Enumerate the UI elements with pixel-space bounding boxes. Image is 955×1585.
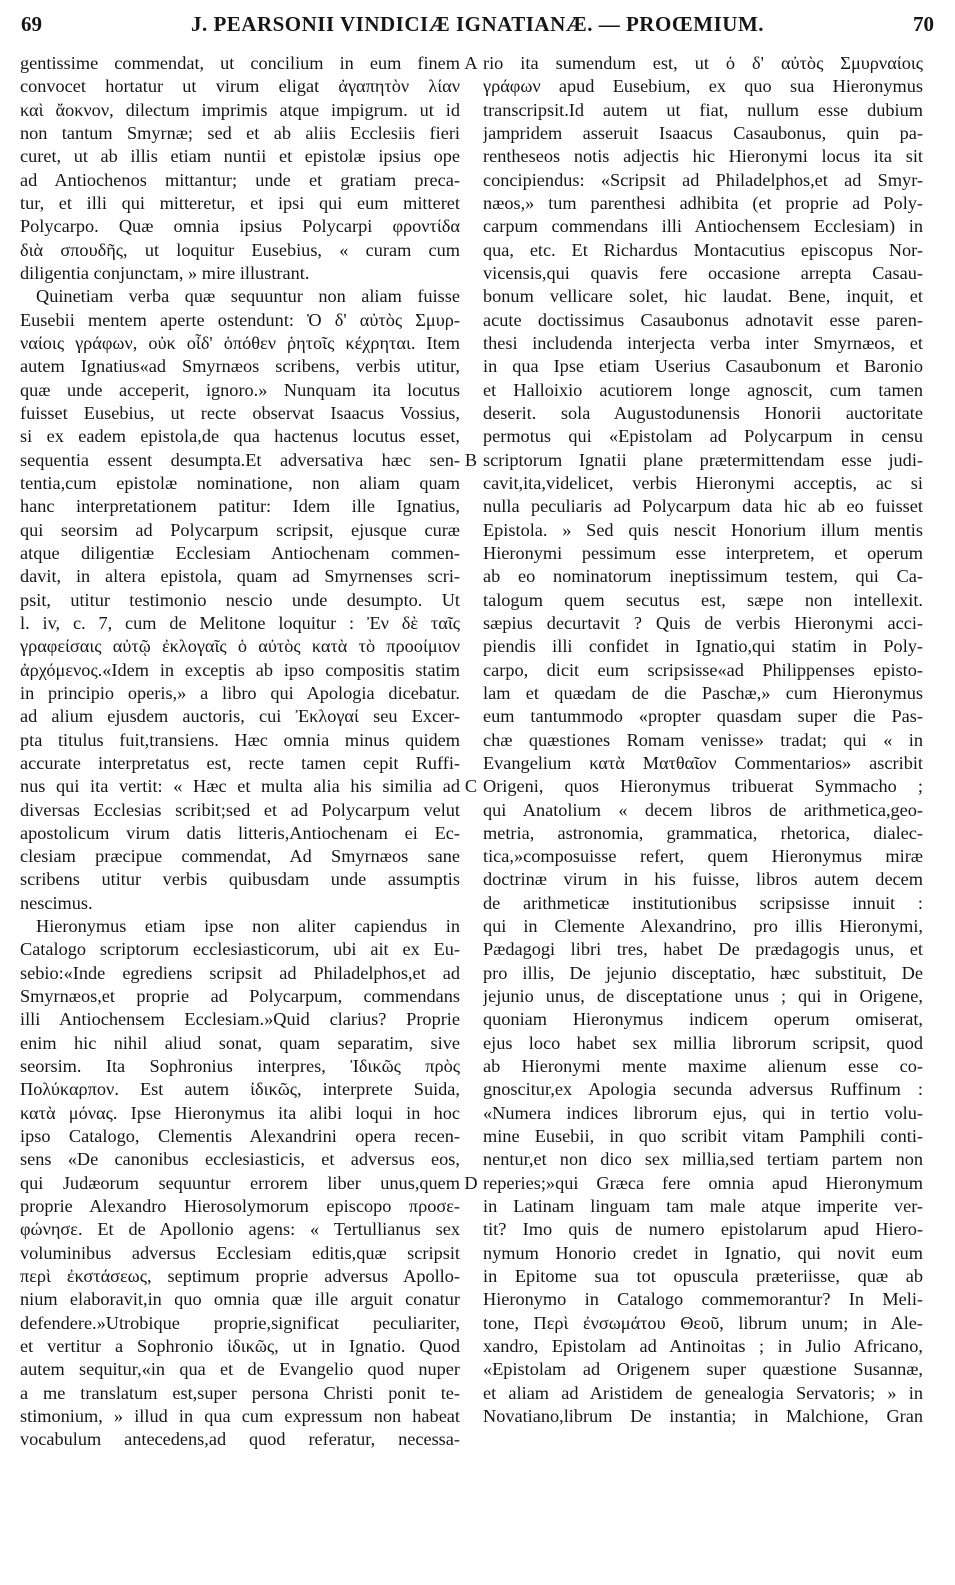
text-line: diversas Ecclesias scribit;sed et ad Polycarpum velut	[20, 799, 460, 820]
text-line: piendis illi confidet in Ignatio,qui statim in Poly-	[483, 636, 923, 657]
text-line: thesi includenda interjecta verba inter Smyrnæos, et	[483, 332, 923, 353]
text-line: nium elaboravit,in quo omnia quæ ille arguit conatur	[20, 1289, 460, 1310]
text-line: et aliam ad Aristidem de genealogia Servatoris; » in	[483, 1382, 923, 1403]
text-line: nus qui ita vertit: « Hæc et multa alia his similia ad	[20, 776, 460, 797]
text-line: Eusebii mentem aperte ostendunt: Ὁ δ' αὐτὸς Σμυρ-	[20, 309, 460, 330]
text-line: carpo, dicit eum scripsisse«ad Philippenses episto-	[483, 659, 923, 680]
text-line: carpum commendans illi Antiochensem Ecclesiam) in	[483, 216, 923, 237]
text-line: pro illis, De jejunio disceptatio, hæc substituit, De	[483, 962, 923, 983]
text-line: talogum quem secutus est, sæpe non intellexit.	[483, 589, 923, 610]
text-line: clesiam præcipue commendat, Ad Smyrnæos sane	[20, 846, 460, 867]
text-line: ἀρχόμενος.«Idem in exceptis ab ipso compositis statim	[20, 659, 460, 680]
section-markers	[462, 52, 480, 1572]
text-line: deserit. sola Augustodunensis Honorii auctoritate	[483, 402, 923, 423]
text-line: quæ unde acceperit, ignoro.» Nunquam ita locutus	[20, 379, 460, 400]
text-line: eum tantummodo «propter quasdam super die Pas-	[483, 706, 923, 727]
text-line: in principio operis,» a libro qui Apologia dicebatur.	[20, 682, 460, 703]
text-line: metria, astronomia, grammatica, rhetorica, dialec-	[483, 822, 923, 843]
text-line: scriptorum Ignatii plane prætermittendam esse judi-	[483, 449, 923, 470]
text-line: illi Antiochensem Ecclesiam.»Quid clarius? Proprie	[20, 1009, 460, 1030]
text-line: et vertitur a Sophronio ἰδικῶς, ut in Ignatio. Quod	[20, 1336, 460, 1357]
text-line: jejunio unus, de disceptatione unus ; qui in Origene,	[483, 986, 923, 1007]
text-line: in Latinam linguam tam male atque imperite ver-	[483, 1196, 923, 1217]
text-line: Hieronymi pessimum esse interpretem, et operum	[483, 542, 923, 563]
text-line: permotus qui «Epistolam ad Polycarpum in censu	[483, 426, 923, 447]
text-line: κατὰ μόνας. Ipse Hieronymus ita alibi loqui in hoc	[20, 1102, 460, 1123]
text-line: enim hic nihil aliud sonat, quam separatim, sive	[20, 1032, 460, 1053]
page-number-left: 69	[21, 12, 42, 36]
text-line: «Numera indices librorum ejus, qui in tertio volu-	[483, 1102, 923, 1123]
text-line: fuisset Eusebius, ut recte observat Isaacus Vossius,	[20, 402, 460, 423]
section-marker-b: B	[464, 449, 478, 470]
text-line: næos,» tum parenthesi adhibita (et proprie ad Poly-	[483, 192, 923, 213]
text-line: rio ita sumendum est, ut ὁ δ' αὐτὸς Σμυρναίοις	[483, 53, 923, 73]
section-marker-d: D	[464, 1172, 478, 1193]
section-marker-c: C	[464, 776, 478, 797]
running-title: J. PEARSONII VINDICIÆ IGNATIANÆ. — PROŒMIUM.	[190, 12, 765, 36]
text-line: curet, ut ab illis etiam nuntii et epistolæ ipsius ope	[20, 146, 460, 167]
text-line: Novatiano,librum De instantia; in Malchione, Gran	[483, 1406, 923, 1427]
text-line: acute doctissimus Casaubonus adnotavit esse paren-	[483, 309, 923, 330]
text-line: et Halloixio acutiorem longe agnoscit, cum tamen	[483, 379, 923, 400]
text-line: reperies;»qui Græca fere omnia apud Hieronymum	[483, 1172, 923, 1193]
text-line: stimonium, » illud in qua cum expressum non habeat	[20, 1406, 460, 1427]
text-line: gnoscitur,ex Apologia secunda adversus Ruffinum :	[483, 1079, 923, 1100]
page-number-right: 70	[913, 12, 934, 36]
text-line: ad alium ejusdem auctoris, cui Ἐκλογαί seu Excer-	[20, 706, 460, 727]
text-line: xandro, Epistolam ad Antinoitas ; in Julio Africano,	[483, 1336, 923, 1357]
text-line: qua, etc. Et Richardus Montacutius episcopus Nor-	[483, 239, 923, 260]
section-marker-a: A	[464, 53, 478, 73]
text-line: nulla peculiaris ad Polycarpum data hic ab eo fuisset	[483, 496, 923, 517]
text-line: scribens utitur verbis quibusdam unde assumptis	[20, 869, 460, 890]
text-line: bonum vellicare solet, hic laudat. Bene, inquit, et	[483, 286, 923, 307]
text-line: sæpius decurtavit ? Quis de verbis Hieronymi acci-	[483, 612, 923, 633]
text-line: doctrinæ virum in his fuisse, libros autem decem	[483, 869, 923, 890]
left-text-column	[20, 52, 460, 1572]
text-line: tentia,cum epistolæ nominatione, non aliam quam	[20, 472, 460, 493]
text-line: pta titulus fuit,transiens. Hæc omnia minus quidem	[20, 729, 460, 750]
text-line: diligentia conjunctam, » mire illustrant.	[20, 262, 310, 283]
text-line: tit? Imo quis de numero epistolarum apud Hiero-	[483, 1219, 923, 1240]
running-header	[0, 12, 955, 42]
text-line: voluminibus adversus Ecclesiam editis,quæ scripsit	[20, 1242, 460, 1263]
text-line: si ex eadem epistola,de qua hactenus locutus esset,	[20, 426, 460, 447]
text-line: qui Judæorum sequuntur errorem liber unus,quem	[20, 1172, 460, 1193]
text-line: sens «De canonibus ecclesiasticis, et adversus eos,	[20, 1149, 460, 1170]
text-line: apostolicum virum datis litteris,Antiochenam ei Ec-	[20, 822, 460, 843]
text-line: l. iv, c. 7, cum de Melitone loquitur : Ἐν δὲ ταῖς	[20, 612, 460, 633]
text-line: Evangelium κατὰ Ματθαῖον Commentarios» ascribit	[483, 752, 923, 773]
text-line: in qua Ipse etiam Userius Casaubonum et Baronio	[483, 356, 923, 377]
text-line: vocabulum antecedens,ad quod referatur, necessa-	[20, 1429, 460, 1450]
text-line: non tantum Smyrnæ; sed et ab aliis Ecclesiis fieri	[20, 122, 460, 143]
text-line: convocet hortatur ut virum eligat ἀγαπητὸν λίαν	[20, 76, 460, 97]
text-line: ab Hieronymi mente maxime alienum esse co-	[483, 1056, 923, 1077]
text-line: psit, utitur testimonio nescio unde desumpto. Ut	[20, 589, 460, 610]
text-line: tone, Περὶ ἐνσωμάτου Θεοῦ, librum unum; in Ale-	[483, 1312, 923, 1333]
text-line: accurate interpretatus est, recte tamen cepit Ruffi-	[20, 752, 460, 773]
text-line: nymum Honorio credet in Ignatio, qui novit eum	[483, 1242, 923, 1263]
text-line: defendere.»Utrobique proprie,significat peculiariter,	[20, 1312, 460, 1333]
text-line: hanc interpretationem patitur: Idem ille Ignatius,	[20, 496, 460, 517]
text-line: de arithmeticæ institutionibus scripsisse innuit :	[483, 892, 923, 913]
text-line: Origeni, quos Hieronymus tribuerat Symmacho ;	[483, 776, 923, 797]
text-line: sequentia essent desumpta.Et adversativa hæc sen-	[20, 449, 460, 470]
text-line: tica,»composuisse refert, quem Hieronymus miræ	[483, 846, 923, 867]
text-line: περὶ ἐκστάσεως, septimum proprie adversus Apollo-	[20, 1266, 460, 1287]
text-line: Hieronymus etiam ipse non aliter capiendus in	[36, 916, 460, 937]
text-line: transcripsit.Id autem ut fiat, nullum esse dubium	[483, 99, 923, 120]
text-line: nentur,et non dico sex millia,sed tertiam partem non	[483, 1149, 923, 1170]
text-line: «Epistolam ad Origenem super quæstione Susannæ,	[483, 1359, 923, 1380]
text-line: atque diligentiæ Ecclesiam Antiochenam commen-	[20, 542, 460, 563]
text-line: ad Antiochenos mittantur; unde et gratiam preca-	[20, 169, 460, 190]
text-line: γραφείσαις αὐτῷ ἐκλογαῖς ὁ αὐτὸς κατὰ τὸ προοίμιον	[20, 636, 460, 657]
text-line: ejus loco habet sex millia librorum scripsit, quod	[483, 1032, 923, 1053]
text-line: tur, et illi qui mitteretur, et ipsi qui eum mitteret	[20, 192, 460, 213]
text-line: lam et quædam de die Paschæ,» cum Hieronymus	[483, 682, 923, 703]
text-line: gentissime commendat, ut concilium in eum finem	[20, 53, 460, 73]
text-line: ipso Catalogo, Clementis Alexandrini opera recen-	[20, 1126, 460, 1147]
text-line: qui seorsim ad Polycarpum scripsit, ejusque curæ	[20, 519, 460, 540]
text-line: davit, in altera epistola, quam ad Smyrnenses scri-	[20, 566, 460, 587]
text-line: cavit,ita,videlicet, verbis Hieronymi acceptis, ac si	[483, 472, 923, 493]
text-line: καὶ ἄοκνον, dilectum imprimis atque impigrum. ut id	[20, 99, 460, 120]
text-line: sebio:«Inde egrediens scripsit ad Philadelphos,et ad	[20, 962, 460, 983]
text-line: autem sequitur,«in qua et de Evangelio quod nuper	[20, 1359, 460, 1380]
text-line: rentheseos notis adjectis hic Hieronymi locus ita sit	[483, 146, 923, 167]
text-line: διὰ σπουδῆς, ut loquitur Eusebius, « curam cum	[20, 239, 460, 260]
text-line: Hieronymo in Catalogo commemorantur? In Meli-	[483, 1289, 923, 1310]
text-line: ναίοις γράφων, οὐκ οἶδ' ὁπόθεν ῥητοῖς κέχρηται. Item	[20, 332, 460, 353]
text-line: Πολύκαρπον. Est autem ἰδικῶς, interprete Suida,	[20, 1079, 460, 1100]
text-line: Catalogo scriptorum ecclesiasticorum, ubi ait ex Eu-	[20, 939, 460, 960]
text-line: Quinetiam verba quæ sequuntur non aliam fuisse	[36, 286, 460, 307]
text-line: Smyrnæos,et proprie ad Polycarpum, commendans	[20, 986, 460, 1007]
text-line: quoniam Hieronymus indicem operum omiserat,	[483, 1009, 923, 1030]
text-line: γράφων apud Eusebium, ex quo sua Hieronymus	[483, 76, 923, 97]
text-line: concipiendus: «Scripsit ad Philadelphos,et ad Smyr-	[483, 169, 923, 190]
text-line: jampridem asseruit Isaacus Casaubonus, quin pa-	[483, 122, 923, 143]
text-line: chæ quæstiones Romam venisse» tradat; qui « in	[483, 729, 923, 750]
text-line: qui Anatolium « decem libros de arithmetica,geo-	[483, 799, 923, 820]
text-line: qui in Clemente Alexandrino, pro illis Hieronymi,	[483, 916, 923, 937]
text-line: ab eo nominatorum ineptissimum testem, qui Ca-	[483, 566, 923, 587]
text-line: in Epitome sua tot opuscula præteriisse, quæ ab	[483, 1266, 923, 1287]
text-line: vicensis,qui quavis fere occasione arrepta Casau-	[483, 262, 923, 283]
text-line: proprie Alexandro Hierosolymorum episcopo προσε-	[20, 1196, 460, 1217]
text-line: Pædagogi libri tres, habet De prædagogis unus, et	[483, 939, 923, 960]
text-line: mine Eusebii, in quo scribit vitam Pamphili conti-	[483, 1126, 923, 1147]
text-line: seorsim. Ita Sophronius interpres, Ἰδικῶς πρὸς	[20, 1056, 460, 1077]
text-line: a me translatum est,super persona Christi ponit te-	[20, 1382, 460, 1403]
text-line: Polycarpo. Quæ omnia ipsius Polycarpi φροντίδα	[20, 216, 460, 237]
text-line: Epistola. » Sed quis nescit Honorium illum mentis	[483, 519, 923, 540]
right-text-column	[483, 52, 923, 1572]
text-line: φώνησε. Et de Apollonio agens: « Tertullianus sex	[20, 1219, 460, 1240]
text-line: nescimus.	[20, 892, 93, 913]
text-line: autem Ignatius«ad Smyrnæos scribens, verbis utitur,	[20, 356, 460, 377]
